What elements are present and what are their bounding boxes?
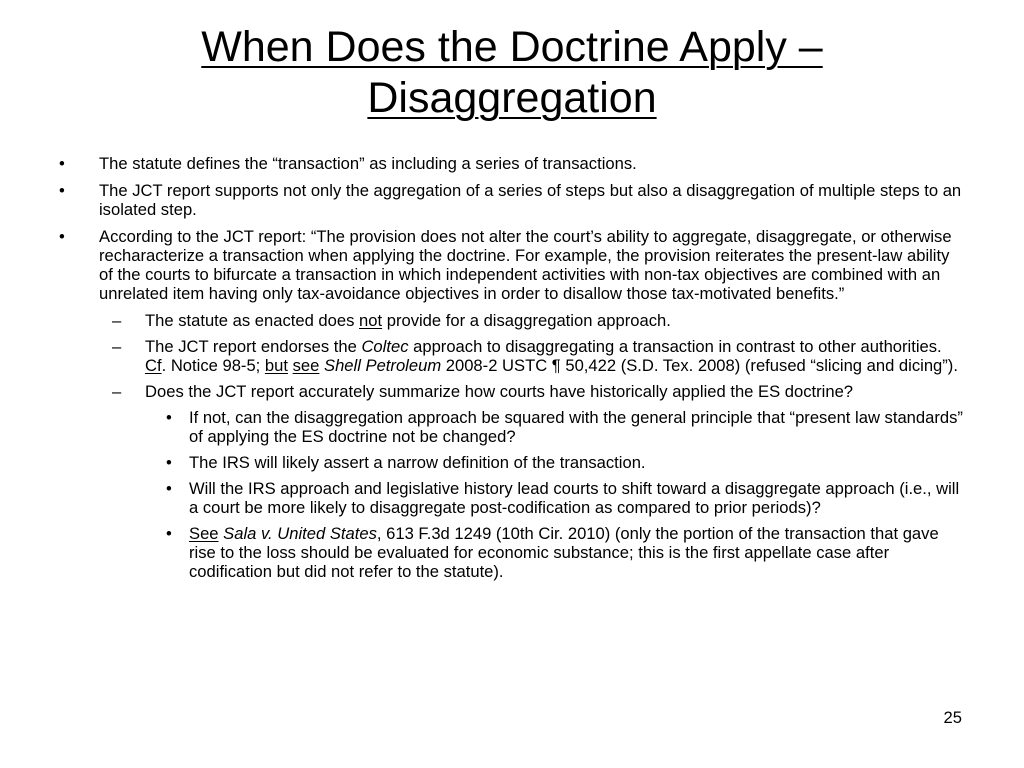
sub-sub-item-text: If not, can the disaggregation approach be squared with the general principle that “present law standards” of applying the ES doctrine not be changed? (189, 408, 963, 446)
bullet-marker: • (166, 479, 172, 498)
sub-item-text: Does the JCT report accurately summarize how courts have historically applied the ES doctrine? (145, 382, 854, 401)
dash-marker: – (112, 382, 122, 401)
sub-item (54, 382, 964, 401)
bullet-item (54, 181, 964, 219)
sub-item-text: The JCT report endorses the Coltec approach to disaggregating a transaction in contrast to other authorities. Cf. Notice 98-5; but see Shell Petroleum 2008-2 USTC ¶ 50,422 (S.D. Tex. 2008) (refused “slicing and dicing”). (145, 337, 958, 375)
bullet-item (54, 154, 964, 173)
page-number: 25 (943, 708, 962, 727)
sub-sub-item-text: The IRS will likely assert a narrow definition of the transaction. (189, 453, 646, 472)
bullet-marker: • (166, 453, 172, 472)
bullet-item (54, 227, 964, 303)
dash-marker: – (112, 337, 122, 356)
sub-sub-item-text: Will the IRS approach and legislative history lead courts to shift toward a disaggregate approach (i.e., will a court be more likely to disaggregate post-codification as compared to prior periods)? (189, 479, 960, 517)
sub-item (54, 311, 964, 330)
signal-see: See (189, 524, 219, 543)
signal-cf: Cf (145, 356, 162, 375)
case-name: Sala v. United States (223, 524, 377, 543)
sub-sub-item (54, 524, 964, 581)
bullet-text: According to the JCT report: “The provision does not alter the court’s ability to aggregate, disaggregate, or otherwise recharacterize a transaction when applying the doctrine. For example, the provision reiterates the present-law ability of the courts to bifurcate a transaction in which independent activities with non-tax objectives are combined with an unrelated item having only tax-avoidance objectives in order to disallow those tax-motivated benefits.” (99, 227, 952, 303)
bullet-marker: • (59, 181, 65, 200)
case-name: Coltec (361, 337, 409, 356)
bullet-marker: • (59, 154, 65, 173)
sub-sub-item (54, 453, 964, 472)
signal-but: but (264, 356, 288, 375)
bullet-marker: • (166, 408, 172, 427)
bullet-text: The JCT report supports not only the aggregation of a series of steps but also a disaggregation of multiple steps to an isolated step. (99, 181, 962, 219)
sub-item-text: The statute as enacted does not provide for a disaggregation approach. (145, 311, 671, 330)
emphasis-underline: not (359, 311, 383, 330)
bullet-text: The statute defines the “transaction” as including a series of transactions. (99, 154, 637, 173)
sub-sub-item-text: See Sala v. United States, 613 F.3d 1249 (10th Cir. 2010) (only the portion of the transaction that gave rise to the loss should be evaluated for economic substance; this is the first appellate case after codification but did not refer to the statute). (189, 524, 939, 581)
slide-title: When Does the Doctrine Apply – Disaggregation (201, 23, 823, 122)
bullet-marker: • (166, 524, 172, 543)
slide-body (54, 154, 964, 588)
sub-sub-item (54, 479, 964, 517)
case-name: Shell Petroleum (324, 356, 442, 375)
bullet-marker: • (59, 227, 65, 246)
sub-item (54, 337, 964, 375)
signal-see: see (292, 356, 320, 375)
sub-sub-item (54, 408, 964, 446)
dash-marker: – (112, 311, 122, 330)
